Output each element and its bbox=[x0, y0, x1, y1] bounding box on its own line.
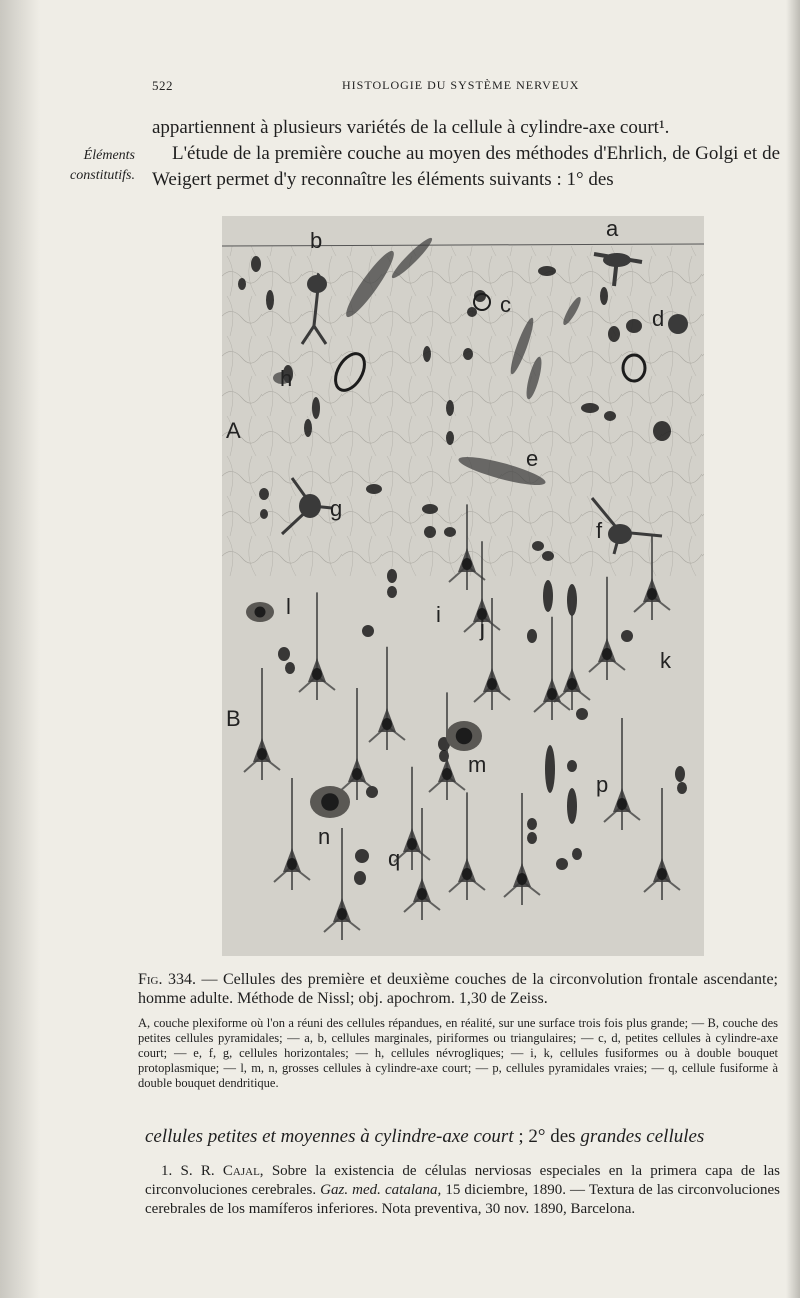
glial-nucleus-50 bbox=[556, 858, 568, 870]
glial-nucleus-13 bbox=[304, 419, 312, 437]
pyramidal-cell-nucleus-6 bbox=[487, 678, 497, 690]
footnote-text1: Sobre la existencia de células nerviosas especiales en la primera capa de las circonvoluciones cerebrales. bbox=[145, 1163, 781, 1198]
glial-nucleus-33 bbox=[621, 630, 633, 642]
glial-nucleus-49 bbox=[572, 848, 582, 860]
margin-note-line2: constitutifs. bbox=[70, 168, 135, 183]
margin-note-line1: Éléments bbox=[83, 148, 135, 163]
figure-letter-d: d bbox=[652, 306, 665, 331]
pyramidal-cell-nucleus-13 bbox=[602, 648, 612, 660]
glial-nucleus-21 bbox=[366, 484, 382, 494]
caption-label: Fig. 334. bbox=[138, 971, 196, 988]
glial-nucleus-4 bbox=[467, 307, 477, 317]
glial-nucleus-35 bbox=[285, 662, 295, 674]
body-paragraph-1: appartiennent à plusieurs variétés de la cellule à cylindre-axe court¹. bbox=[152, 117, 670, 138]
figure-letter-A: A bbox=[226, 418, 241, 443]
figure-letter-j: j bbox=[480, 616, 485, 641]
body-text bbox=[152, 115, 780, 193]
glial-nucleus-0 bbox=[251, 256, 261, 272]
glial-nucleus-14 bbox=[446, 400, 454, 416]
pyramidal-cell-nucleus-0 bbox=[312, 668, 322, 680]
figure-letter-l: l bbox=[286, 594, 291, 619]
figure-letter-e: e bbox=[526, 446, 539, 471]
page-shadow-right bbox=[786, 0, 800, 1298]
figure-letter-i: i bbox=[436, 602, 441, 627]
figure-letter-n: n bbox=[318, 824, 331, 849]
glial-nucleus-40 bbox=[545, 745, 555, 793]
glial-nucleus-24 bbox=[444, 527, 456, 537]
pyramidal-cell-nucleus-10 bbox=[337, 908, 347, 920]
pyramidal-cell-nucleus-3 bbox=[442, 768, 452, 780]
glial-nucleus-42 bbox=[567, 788, 577, 824]
figure-letter-m: m bbox=[468, 752, 487, 777]
pyramidal-cell-nucleus-18 bbox=[257, 748, 267, 760]
horizontal-cell-f-body bbox=[608, 524, 632, 544]
marginal-cell-a-body bbox=[603, 253, 631, 267]
body-paragraph-2: L'étude de la première couche au moyen des méthodes d'Ehrlich, de Golgi et de Weigert permet d'y reconnaître les éléments suivants : 1° des bbox=[152, 143, 780, 190]
glial-nucleus-8 bbox=[626, 319, 642, 333]
figure-letter-q: q bbox=[388, 846, 401, 871]
margin-note bbox=[30, 146, 135, 186]
glial-nucleus-34 bbox=[278, 647, 290, 661]
glial-nucleus-7 bbox=[608, 326, 620, 342]
plexiform-layer-texture bbox=[222, 246, 704, 576]
glial-nucleus-32 bbox=[362, 625, 374, 637]
pyramidal-cell-nucleus-5 bbox=[567, 678, 577, 690]
pyramidal-cell-nucleus-16 bbox=[647, 588, 657, 600]
glial-nucleus-6 bbox=[600, 287, 608, 305]
continuation-part2: ; 2° des bbox=[513, 1126, 581, 1147]
glial-nucleus-10 bbox=[463, 348, 473, 360]
glial-nucleus-15 bbox=[446, 431, 454, 445]
glial-nucleus-23 bbox=[424, 526, 436, 538]
glial-nucleus-43 bbox=[675, 766, 685, 782]
glial-nucleus-12 bbox=[312, 397, 320, 419]
glial-nucleus-19 bbox=[259, 488, 269, 500]
footnote bbox=[145, 1162, 780, 1219]
pyramidal-cell-nucleus-19 bbox=[407, 838, 417, 850]
glial-nucleus-36 bbox=[576, 708, 588, 720]
glial-nucleus-46 bbox=[527, 832, 537, 844]
glial-nucleus-22 bbox=[422, 504, 438, 514]
figure-letter-h: h bbox=[280, 366, 293, 391]
pyramidal-cell-nucleus-9 bbox=[287, 858, 297, 870]
figure-caption bbox=[138, 970, 778, 1008]
figure-letter-c: c bbox=[500, 292, 511, 317]
pyramidal-cell-nucleus-2 bbox=[382, 718, 392, 730]
marginal-cell-b-body bbox=[307, 275, 327, 293]
glial-nucleus-44 bbox=[677, 782, 687, 794]
figure-legend: A, couche plexiforme où l'on a réuni des cellules répandues, en réalité, sur une surface trois fois plus grande; — B, couche des petites cellules pyramidales; — a, b, cellules marginales, piriformes ou triangulaires; — c, d, petites cellules à cylindre-axe court; — e, f, g, cellules horizontales; — h, cellules névrogliques; — i, k, cellules fusiformes ou à double bouquet protoplasmique; — l, m, n, grosses cellules à cylindre-axe court; — p, cellules pyramidales vraies; — q, cellule fusiforme à double bouquet dendritique. bbox=[138, 1016, 778, 1090]
glial-nucleus-25 bbox=[532, 541, 544, 551]
pyramidal-cell-nucleus-7 bbox=[617, 798, 627, 810]
pyramidal-cell-nucleus-14 bbox=[547, 688, 557, 700]
pyramidal-cell-nucleus-8 bbox=[657, 868, 667, 880]
large-cell-nucleus-0 bbox=[255, 607, 266, 618]
page-number: 522 bbox=[152, 78, 173, 93]
large-cell-nucleus-1 bbox=[456, 728, 473, 745]
glial-nucleus-2 bbox=[266, 290, 274, 310]
glial-nucleus-41 bbox=[567, 760, 577, 772]
glial-nucleus-17 bbox=[604, 411, 616, 421]
pyramidal-cell-nucleus-1 bbox=[352, 768, 362, 780]
glial-nucleus-31 bbox=[527, 629, 537, 643]
histology-figure bbox=[222, 216, 704, 956]
glial-nucleus-27 bbox=[387, 569, 397, 583]
pyramidal-cell-nucleus-4 bbox=[417, 888, 427, 900]
glial-nucleus-5 bbox=[538, 266, 556, 276]
large-cell-nucleus-2 bbox=[321, 793, 339, 811]
glial-nucleus-28 bbox=[387, 586, 397, 598]
pyramidal-cell-nucleus-17 bbox=[462, 558, 472, 570]
glial-nucleus-9 bbox=[423, 346, 431, 362]
caption-text: — Cellules des première et deuxième couches de la circonvolution frontale ascendante; homme adulte. Méthode de Nissl; obj. apochrom. 1,30 de Zeiss. bbox=[138, 971, 778, 1007]
pyramidal-cell-nucleus-11 bbox=[462, 868, 472, 880]
page-shadow-left bbox=[0, 0, 40, 1298]
glial-nucleus-47 bbox=[355, 849, 369, 863]
glial-nucleus-26 bbox=[542, 551, 554, 561]
glial-nucleus-48 bbox=[354, 871, 366, 885]
continuation-line bbox=[145, 1124, 775, 1150]
continuation-part1: cellules petites et moyennes à cylindre-axe court bbox=[145, 1126, 514, 1147]
figure-letter-B: B bbox=[226, 706, 241, 731]
glial-nucleus-20 bbox=[260, 509, 268, 519]
glial-nucleus-45 bbox=[527, 818, 537, 830]
figure-drawing bbox=[222, 216, 704, 956]
glial-nucleus-1 bbox=[238, 278, 246, 290]
figure-letter-g: g bbox=[330, 496, 343, 521]
pyramidal-cell-nucleus-12 bbox=[517, 873, 527, 885]
short-axon-cell-d bbox=[668, 314, 688, 334]
glial-nucleus-18 bbox=[653, 421, 671, 441]
figure-letter-f: f bbox=[596, 518, 603, 543]
figure-letter-b: b bbox=[310, 228, 323, 253]
footnote-text2: 15 diciembre, 1890. — Textura de las circonvoluciones cerebrales de los mamíferos inferiores. Nota preventiva, 30 nov. 1890, Barcelona. bbox=[145, 1182, 780, 1217]
glial-nucleus-29 bbox=[543, 580, 553, 612]
running-title: HISTOLOGIE DU SYSTÈME NERVEUX bbox=[342, 78, 580, 92]
horizontal-cell-g-body bbox=[299, 494, 321, 518]
glial-nucleus-16 bbox=[581, 403, 599, 413]
figure-letter-p: p bbox=[596, 772, 609, 797]
figure-letter-k: k bbox=[660, 648, 671, 673]
continuation-part3: grandes cellules bbox=[580, 1126, 705, 1147]
footnote-journal: Gaz. med. catalana, bbox=[320, 1182, 442, 1198]
figure-letter-a: a bbox=[606, 216, 619, 241]
footnote-author: S. R. Cajal, bbox=[180, 1163, 264, 1179]
footnote-number: 1. bbox=[161, 1163, 173, 1179]
